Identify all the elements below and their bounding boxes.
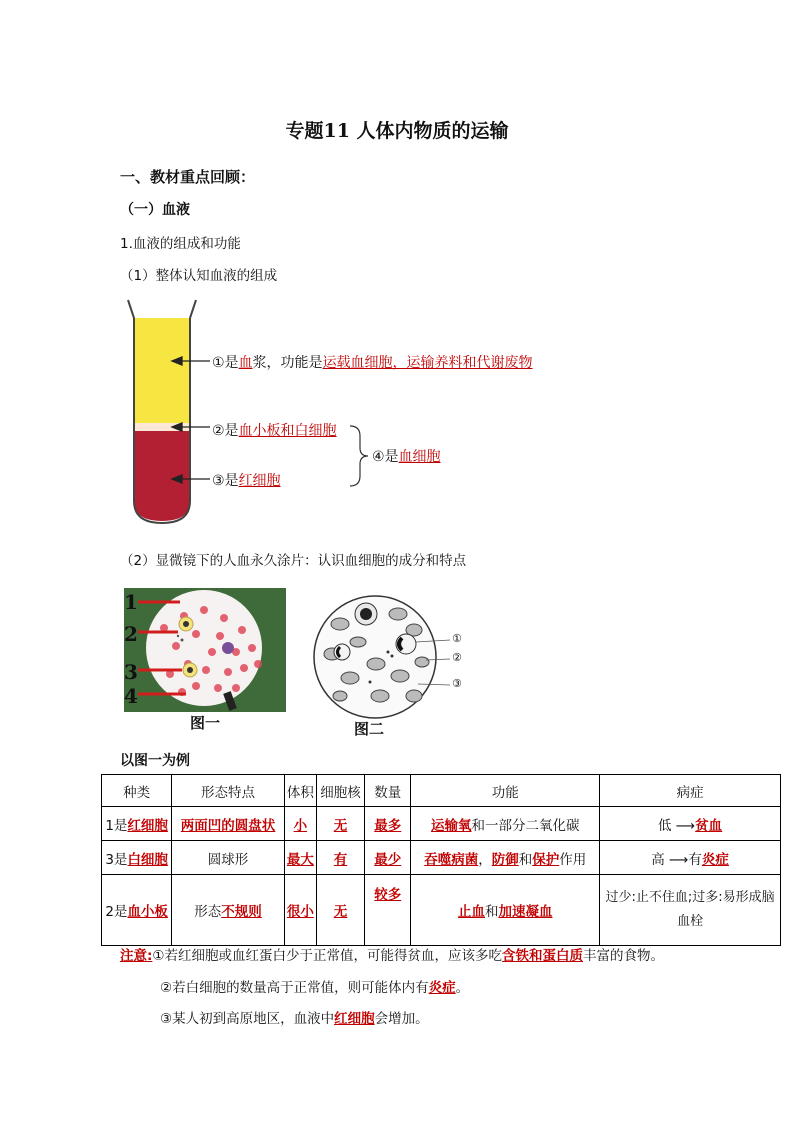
size-answer: 小 <box>293 817 308 834</box>
function-answer-2: 加速凝血 <box>498 904 553 920</box>
function-and: 和 <box>484 904 499 920</box>
cell-shape <box>172 807 284 841</box>
cell-size <box>284 875 316 946</box>
fig2-mark-3: ③ <box>452 677 462 690</box>
figure-1-smear <box>124 588 286 712</box>
disease-prefix: 高 <box>651 851 665 868</box>
shape-answer: 两面凹的圆盘状 <box>180 817 276 834</box>
label-4-answer: 血细胞 <box>398 449 441 465</box>
label-plasma-function: 运载血细胞，运输养料和代谢废物 <box>322 355 533 371</box>
table-row <box>102 875 781 946</box>
paragraph-overview: （1）整体认知血液的组成 <box>120 268 278 284</box>
cell-function <box>411 807 600 841</box>
fig2-caption: 图二 <box>354 720 385 738</box>
label-2-prefix: ②是 <box>212 423 239 439</box>
nucleus-answer: 无 <box>333 904 348 920</box>
table-row <box>102 807 781 841</box>
note-label: 注意: <box>120 948 153 964</box>
label-plasma <box>212 352 533 372</box>
note-1 <box>120 944 664 964</box>
note-3-text: ③某人初到高原地区，血液中 <box>160 1011 335 1027</box>
fig2-mark-1: ① <box>452 632 462 645</box>
fig1-caption: 图一 <box>190 714 221 732</box>
note-2-answer: 炎症 <box>428 980 456 996</box>
note-3 <box>160 1007 429 1027</box>
shape-prefix: 形态 <box>194 904 222 920</box>
arrow-icon: ⟶ <box>669 851 689 868</box>
section-heading: 一、教材重点回顾： <box>120 168 256 186</box>
paragraph-smear: （2）显微镜下的人血永久涂片：认识血细胞的成分和特点 <box>120 553 467 569</box>
function-and: 和 <box>518 851 533 868</box>
cell-count <box>365 807 411 841</box>
size-answer: 最大 <box>286 851 314 868</box>
label-plasma-prefix: ①是 <box>212 355 239 371</box>
kind-prefix: 1是 <box>105 817 128 834</box>
arrow-icon: ⟶ <box>675 817 696 834</box>
header-size: 体积 <box>284 775 316 807</box>
label-4-prefix: ④是 <box>372 449 399 465</box>
cell-disease <box>600 807 781 841</box>
note-2 <box>160 976 469 996</box>
label-rbc <box>212 470 281 490</box>
function-answer-1: 止血 <box>457 904 485 920</box>
kind-prefix: 3是 <box>105 851 128 868</box>
table-caption: 以图一为例 <box>120 753 190 769</box>
disease-answer: 炎症 <box>701 851 729 868</box>
header-function: 功能 <box>411 775 600 807</box>
figure-2-schematic <box>310 592 490 722</box>
cell-size <box>284 841 316 875</box>
cell-shape <box>172 875 284 946</box>
function-text: 和一部分二氧化碳 <box>471 817 580 834</box>
fig2-mark-2: ② <box>452 651 462 664</box>
count-answer: 最多 <box>374 817 402 834</box>
header-shape: 形态特点 <box>172 775 284 807</box>
note-2-text: ②若白细胞的数量高于正常值，则可能体内有 <box>160 980 429 996</box>
cell-shape <box>172 841 284 875</box>
function-sep: ， <box>478 851 492 868</box>
header-count: 数量 <box>365 775 411 807</box>
fig1-num-4: 4 <box>124 684 138 708</box>
shape-text: 圆球形 <box>207 851 249 868</box>
size-answer: 很小 <box>286 904 314 920</box>
header-nucleus: 细胞核 <box>316 775 364 807</box>
paragraph-composition: 1.血液的组成和功能 <box>120 236 241 252</box>
label-platelets-wbc <box>212 420 337 440</box>
fig1-num-2: 2 <box>124 622 138 646</box>
note-1-answer: 含铁和蛋白质 <box>502 948 584 964</box>
nucleus-answer: 无 <box>333 817 348 834</box>
note-2-suffix: 。 <box>455 980 470 996</box>
fig1-num-3: 3 <box>124 660 138 684</box>
kind-prefix: 2是 <box>105 904 128 920</box>
header-kind: 种类 <box>102 775 172 807</box>
label-3-prefix: ③是 <box>212 473 239 489</box>
plasma-layer <box>130 318 196 423</box>
cell-kind <box>102 807 172 841</box>
label-blood-cells <box>372 446 441 466</box>
nucleus-answer: 有 <box>333 851 348 868</box>
function-suffix: 作用 <box>559 851 587 868</box>
cell-kind <box>102 841 172 875</box>
cell-disease <box>600 841 781 875</box>
label-3-answer: 红细胞 <box>238 473 281 489</box>
disease-prefix: 低 <box>658 817 672 834</box>
count-answer: 最少 <box>374 851 402 868</box>
label-plasma-mid: 浆，功能是 <box>252 355 323 371</box>
blood-cell-brace <box>350 426 368 486</box>
page-title: 专题11 人体内物质的运输 <box>285 120 509 142</box>
blood-test-tube-diagram <box>120 296 480 526</box>
label-plasma-answer: 血 <box>238 355 253 371</box>
cell-disease: 过少:止不住血;过多:易形成脑血栓 <box>600 875 781 946</box>
kind-answer: 红细胞 <box>127 817 168 834</box>
label-2-answer: 血小板和白细胞 <box>238 423 337 439</box>
header-disease: 病症 <box>600 775 781 807</box>
kind-answer: 血小板 <box>127 904 168 920</box>
function-answer-1: 吞噬病菌 <box>424 851 479 868</box>
fig1-num-1: 1 <box>124 590 138 614</box>
shape-answer: 不规则 <box>221 904 262 920</box>
cell-nucleus <box>316 875 364 946</box>
table-row <box>102 841 781 875</box>
kind-answer: 白细胞 <box>127 851 168 868</box>
cell-count <box>365 841 411 875</box>
disease-mid: 有 <box>688 851 702 868</box>
note-3-suffix: 会增加。 <box>374 1011 429 1027</box>
cell-kind <box>102 875 172 946</box>
function-answer: 运输氧 <box>430 817 472 834</box>
cell-nucleus <box>316 807 364 841</box>
cell-size <box>284 807 316 841</box>
function-answer-2: 防御 <box>491 851 519 868</box>
count-answer: 较多 <box>374 887 402 903</box>
subsection-heading: （一）血液 <box>120 202 190 218</box>
function-answer-3: 保护 <box>532 851 560 868</box>
cell-nucleus <box>316 841 364 875</box>
blood-cell-table <box>101 774 781 946</box>
note-1-text: ①若红细胞或血红蛋白少于正常值，可能得贫血，应该多吃 <box>152 948 503 964</box>
cell-count <box>365 875 411 946</box>
disease-answer: 贫血 <box>695 817 723 834</box>
cell-function <box>411 841 600 875</box>
table-header-row <box>102 775 781 807</box>
note-1-suffix: 丰富的食物。 <box>583 948 665 964</box>
cell-function <box>411 875 600 946</box>
note-3-answer: 红细胞 <box>334 1011 375 1027</box>
